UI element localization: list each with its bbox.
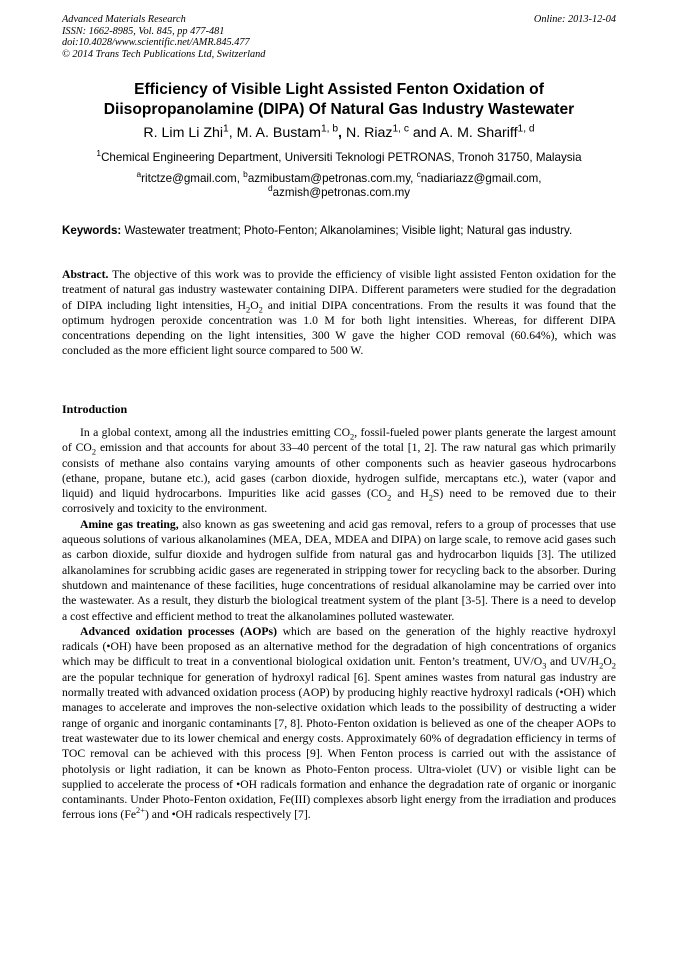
- subscript: 2: [350, 431, 355, 442]
- text-run: In a global context, among all the industries emitting CO: [80, 426, 351, 439]
- title-line-1: Efficiency of Visible Light Assisted Fenton Oxidation of: [134, 81, 544, 98]
- abstract-text: and initial DIPA concentrations. From the results it was found that the optimum hydrogen peroxide concentration was 1.0 M for both light intensities. Whereas, for different DIPA concentrations depending on the light intensities, 300 W gave the higher COD removal (60.64%), which was concluded as the more efficient light source compared to 500 W.: [62, 298, 616, 358]
- email-separator: ,: [538, 172, 542, 185]
- affiliation: [62, 148, 616, 165]
- subscript: 2: [599, 660, 604, 671]
- subscript: 2: [428, 492, 433, 503]
- keywords: [62, 223, 616, 238]
- paragraph: [62, 624, 616, 823]
- bold-term: Advanced oxidation processes (AOPs): [80, 624, 277, 638]
- subscript: 2: [246, 303, 251, 314]
- text-run: are the popular technique for generation of hydroxyl radical [6]. Spent amines wastes from natural gas industry are normally treated with advanced oxidation process (AOP) by producing highly reactive hydroxyl radicals (•OH) which manages to accelerate and improves the non-selective oxidation which leads to the possibility of destructing a wider range of organic and inorganic contaminants [7, 8]. Photo-Fenton oxidation is believed as one of the cheaper AOPs to treat wastewater due to its lower chemical and energy costs. Approximately 60% of degradation efficiency in terms of TOC removal can be achieved with this process [9]. When Fenton process is carried out with the assistance of photolysis or light radiation, it can be known as Photo-Fenton process. Ultra-violet (UV) or visible light can be supplied to accelerate the process of •OH radicals formation and enhance the degradation rate of organic or inorganic contaminants. Under Photo-Fenton oxidation, Fe(III) complexes absorb light energy from the irradiation and produces ferrous ions (Fe: [62, 670, 616, 822]
- author-name: M. A. Bustam: [236, 125, 321, 141]
- email-mark: a: [136, 169, 142, 180]
- paragraph: [62, 425, 616, 517]
- online-date: Online: 2013-12-04: [533, 14, 616, 25]
- author-name: R. Lim Li Zhi: [143, 125, 224, 141]
- email-address: azmish@petronas.com.my: [272, 186, 411, 199]
- email-separator: ,: [236, 172, 240, 185]
- email-list: [62, 169, 616, 200]
- email-address: azmibustam@petronas.com.my: [247, 172, 411, 185]
- email-address: nadiariazz@gmail.com: [420, 172, 539, 185]
- author-separator: ,: [338, 125, 342, 141]
- text-run: and H: [391, 487, 429, 501]
- author-affiliation-mark: 1, d: [517, 123, 535, 135]
- author-name: N. Riaz: [345, 125, 393, 141]
- email-mark: b: [243, 169, 248, 180]
- author-name: A. M. Shariff: [439, 125, 518, 141]
- keywords-label: Keywords:: [62, 224, 122, 237]
- affiliation-mark: 1: [96, 148, 102, 159]
- email-mark: c: [416, 169, 421, 180]
- journal-name: Advanced Materials Research: [62, 14, 186, 25]
- author-affiliation-mark: 1, b: [321, 123, 339, 135]
- bold-term: Amine gas treating,: [80, 517, 179, 531]
- abstract-label: Abstract.: [62, 268, 109, 281]
- author-conjunction: and: [412, 125, 437, 141]
- text-run: ) and •OH radicals respectively [7].: [144, 808, 311, 822]
- email-separator: ,: [410, 172, 414, 185]
- title-line-2: Diisopropanolamine (DIPA) Of Natural Gas Industry Wastewater: [103, 101, 575, 118]
- text-run: also known as gas sweetening and acid gas removal, refers to a group of processes that use aqueous solutions of various alkanolamines (MEA, DEA, MDEA and DIPA) on large scale, to remove acid gases such as carbon dioxide, sulfur dioxide and hydrogen sulfide from natural gas and hydrocarbon liquids [3]. The utilized alkanolamines for scrubbing acidic gases are regenerated in stripping tower for recycling back to the absorber. During shutdown and maintenance of these facilities, huge concentrations of residual alkanolamine may be carried over into the wastewater. As a result, they disturb the biological treatment system of the plant [3-5]. There is a need to develop a cost effective and efficient method to treat the alkanolamines polluted wastewater.: [62, 517, 616, 623]
- text-run: which are based on the generation of the highly reactive hydroxyl radicals (•OH) have been proposed as an alternative method for the degradation of high concentrations of organics which may be difficult to treat in a conventional biological oxidation unit. Fenton’s treatment, UV/O: [62, 624, 617, 669]
- author-affiliation-mark: 1: [223, 123, 229, 135]
- journal-header: [62, 14, 616, 60]
- abstract: [62, 267, 616, 359]
- introduction-body: [62, 425, 616, 823]
- formula-letter: O: [603, 655, 612, 669]
- journal-doi: doi:10.4028/www.scientific.net/AMR.845.477: [62, 37, 250, 49]
- formula-letter: O: [250, 298, 259, 312]
- text-run: , fossil-fueled power plants generate the largest amount of CO: [62, 426, 616, 455]
- subscript: 3: [542, 660, 547, 671]
- superscript: 2+: [136, 805, 145, 816]
- subscript: 2: [258, 303, 263, 314]
- paragraph: [62, 517, 616, 624]
- affiliation-text: Chemical Engineering Department, Universiti Teknologi PETRONAS, Tronoh 31750, Malaysia: [101, 151, 582, 164]
- author-affiliation-mark: 1, c: [392, 123, 409, 135]
- author-list: [62, 124, 616, 142]
- text-run: and UV/H: [546, 655, 600, 669]
- email-address: ritctze@gmail.com: [141, 172, 237, 185]
- section-heading-introduction: Introduction: [62, 402, 128, 416]
- author-separator: ,: [228, 125, 233, 141]
- subscript: 2: [387, 492, 392, 503]
- subscript: 2: [91, 446, 97, 457]
- subscript: 2: [611, 660, 616, 671]
- journal-copyright: © 2014 Trans Tech Publications Ltd, Switzerland: [62, 48, 266, 60]
- text-run: S) need to be removed due to their corrosively and toxicity to the environment.: [62, 487, 616, 516]
- email-mark: d: [267, 183, 273, 194]
- paper-title: [62, 80, 616, 120]
- text-run: emission and that accounts for about 33–40 percent of the total [1, 2]. The raw natural gas which primarily consists of methane also contains varying amounts of other components such as heavier gaseous hydrocarbons (ethane, propane, butane etc.), acid gases (carbon dioxide, hydrogen sulfide, mercaptans etc.), water (vapor and liquid) and liquid hydrocarbons. Impurities like acid gasses (CO: [62, 441, 616, 501]
- keywords-text: Wastewater treatment; Photo-Fenton; Alkanolamines; Visible light; Natural gas industry.: [124, 224, 573, 237]
- abstract-text: The objective of this work was to provide the efficiency of visible light assisted Fenton oxidation for the treatment of natural gas industry wastewater containing DIPA. Different parameters were studied for the degradation of DIPA including light intensities, H: [62, 268, 616, 312]
- journal-issn: ISSN: 1662-8985, Vol. 845, pp 477-481: [62, 25, 225, 37]
